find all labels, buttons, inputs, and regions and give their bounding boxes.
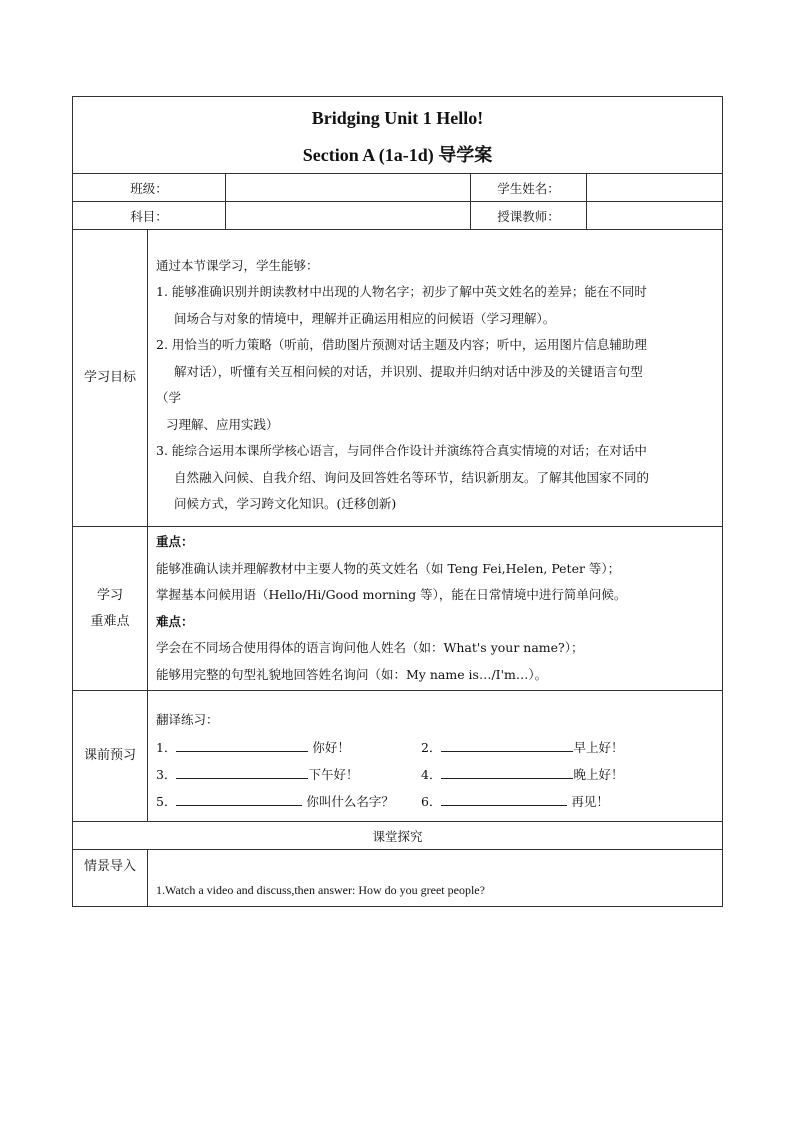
preview-number: 2． <box>421 739 442 755</box>
preview-text: 再见！ <box>567 793 609 809</box>
preview-number: 4． <box>421 766 442 782</box>
objective-2a: 2. 用恰当的听力策略（听前，借助图片预测对话主题及内容；听中，运用图片信息辅助理 <box>156 337 647 352</box>
title-cell <box>73 97 723 174</box>
key-point-2: 掌握基本问候用语（Hello/Hi/Good morning 等），能在日常情境中进行简单问候。 <box>156 587 627 602</box>
keypoints-label <box>73 527 148 691</box>
preview-row <box>156 788 716 815</box>
keypoints-content <box>148 527 723 691</box>
answer-blank[interactable] <box>176 791 302 806</box>
preview-item <box>156 761 421 788</box>
keypoints-label-a: 学习 <box>96 587 123 603</box>
preview-label: 课前预习 <box>73 691 148 822</box>
objective-3c: 问候方式，学习跨文化知识。(迁移创新) <box>174 496 397 511</box>
objectives-intro: 通过本节课学习，学生能够： <box>156 257 319 273</box>
intro-text: 1.Watch a video and discuss,then answer: How do you greet people? <box>148 850 723 907</box>
preview-text: 你叫什么名字？ <box>302 793 394 809</box>
teacher-field[interactable] <box>587 202 723 230</box>
preview-text: 早上好！ <box>573 739 624 755</box>
intro-label: 情景导入 <box>73 850 148 907</box>
objective-3b: 自然融入问候、自我介绍、询问及回答姓名等环节，结识新朋友。了解其他国家不同的 <box>174 469 650 485</box>
difficulty-title: 难点： <box>156 613 194 629</box>
keypoints-label-b: 重难点 <box>90 613 130 629</box>
objective-2c: （学 <box>156 390 182 405</box>
preview-text: 下午好！ <box>308 766 359 782</box>
difficulty-2: 能够用完整的句型礼貌地回答姓名询问（如：My name is…/I'm…）。 <box>156 666 548 682</box>
preview-text: 你好！ <box>308 739 350 755</box>
key-point-1: 能够准确认读并理解教材中主要人物的英文姓名（如 Teng Fei,Helen, Peter 等）； <box>156 560 621 576</box>
subject-label: 科目： <box>73 202 226 230</box>
preview-item <box>421 788 686 815</box>
preview-item <box>156 788 421 815</box>
preview-number: 5． <box>156 793 177 809</box>
difficulty-1: 学会在不同场合使用得体的语言询问他人姓名（如：What's your name?）； <box>156 640 584 655</box>
objective-1a: 1. 能够准确识别并朗读教材中出现的人物名字；初步了解中英文姓名的差异；能在不同时 <box>156 284 647 299</box>
objective-3a: 3. 能综合运用本课所学核心语言，与同伴合作设计并演练符合真实情境的对话；在对话中 <box>156 443 647 458</box>
subject-field[interactable] <box>226 202 471 230</box>
objective-2d: 习理解、应用实践） <box>166 416 279 432</box>
objectives-content <box>148 230 723 527</box>
preview-row <box>156 734 716 761</box>
explore-heading: 课堂探究 <box>73 822 723 850</box>
student-name-label: 学生姓名： <box>471 174 587 202</box>
preview-title: 翻译练习： <box>156 712 219 728</box>
preview-number: 3． <box>156 766 177 782</box>
preview-text: 晚上好！ <box>573 766 624 782</box>
objective-1b: 间场合与对象的情境中，理解并正确运用相应的问候语（学习理解）。 <box>174 310 556 326</box>
objective-2b: 解对话），听懂有关互相问候的对话，并识别、提取并归纳对话中涉及的关键语言句型 <box>174 363 643 379</box>
answer-blank[interactable] <box>441 791 567 806</box>
preview-number: 1． <box>156 739 177 755</box>
key-title: 重点： <box>156 534 194 549</box>
preview-number: 6． <box>421 793 442 809</box>
answer-blank[interactable] <box>441 764 573 779</box>
answer-blank[interactable] <box>176 764 308 779</box>
teacher-label: 授课教师： <box>471 202 587 230</box>
class-field[interactable] <box>226 174 471 202</box>
preview-item <box>156 734 421 761</box>
student-name-field[interactable] <box>587 174 723 202</box>
preview-row <box>156 761 716 788</box>
objectives-label: 学习目标 <box>73 230 148 527</box>
preview-item <box>421 761 686 788</box>
title-line-1: Bridging Unit 1 Hello! <box>311 107 484 128</box>
answer-blank[interactable] <box>441 737 573 752</box>
title-line-2: Section A (1a-1d) 导学案 <box>302 144 493 165</box>
worksheet <box>72 96 722 907</box>
worksheet-table <box>72 96 723 907</box>
preview-item <box>421 734 686 761</box>
answer-blank[interactable] <box>176 737 308 752</box>
class-label: 班级： <box>73 174 226 202</box>
preview-content <box>148 691 723 822</box>
